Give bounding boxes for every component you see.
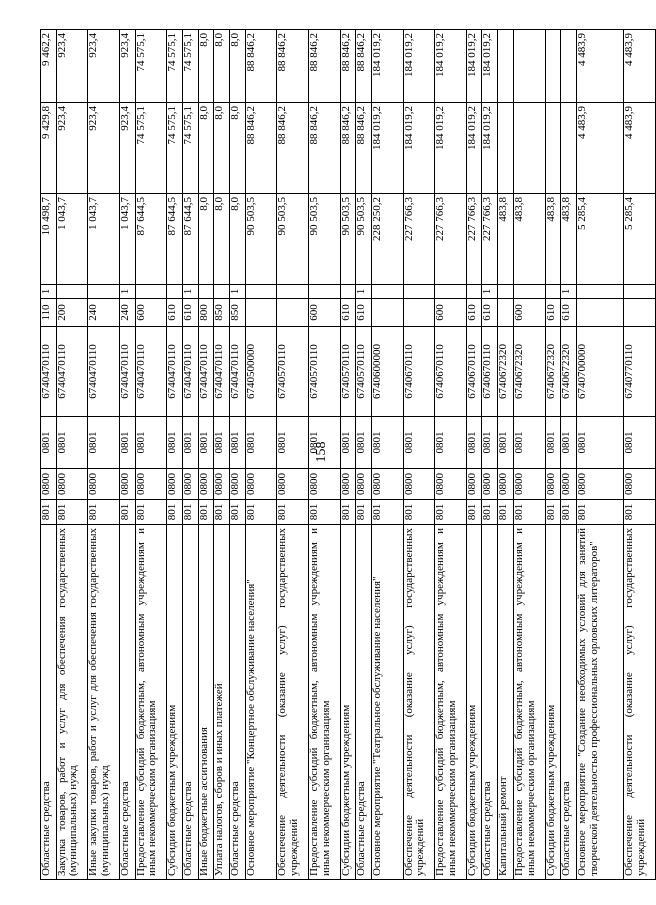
row-value-2: 184 019,2	[466, 103, 482, 194]
row-podrazdel: 0801	[214, 417, 230, 469]
table-row	[577, 30, 624, 880]
row-value-2	[513, 103, 545, 194]
row-value-1: 483,8	[561, 194, 577, 285]
table-row	[545, 30, 561, 880]
row-value-3: 184 019,2	[372, 30, 404, 103]
row-value-2	[498, 103, 514, 194]
table-row	[277, 30, 309, 880]
row-funding-flag	[88, 285, 120, 299]
row-expense-type: 800	[198, 299, 214, 327]
budget-table-wrapper	[40, 30, 656, 880]
row-expense-type	[624, 299, 656, 327]
row-podrazdel: 0801	[356, 417, 372, 469]
row-razdel: 0800	[498, 469, 514, 500]
row-expense-type: 600	[513, 299, 545, 327]
row-value-3: 8,0	[198, 30, 214, 103]
row-funding-flag	[245, 285, 277, 299]
row-value-3: 74 575,1	[182, 30, 198, 103]
row-razdel: 0800	[277, 469, 309, 500]
row-target-article: 6740470110	[230, 327, 246, 417]
row-name: Иные бюджетные ассигнования	[198, 525, 214, 880]
row-value-1: 90 503,5	[309, 194, 341, 285]
row-value-1: 90 503,5	[340, 194, 356, 285]
row-grbs: 801	[119, 500, 135, 525]
table-row	[214, 30, 230, 880]
row-grbs: 801	[561, 500, 577, 525]
row-podrazdel: 0801	[513, 417, 545, 469]
row-grbs: 801	[135, 500, 167, 525]
row-value-3: 9 462,2	[41, 30, 57, 103]
budget-table	[40, 29, 656, 880]
row-funding-flag	[372, 285, 404, 299]
row-expense-type: 850	[230, 299, 246, 327]
row-razdel: 0800	[119, 469, 135, 500]
row-name: Предоставление субсидий бюджетным, автономным учреждениям и иным некоммерческим организациям	[135, 525, 167, 880]
row-podrazdel: 0801	[624, 417, 656, 469]
row-grbs: 801	[372, 500, 404, 525]
row-value-3: 88 846,2	[340, 30, 356, 103]
row-value-2: 4 483,9	[577, 103, 624, 194]
row-expense-type	[498, 299, 514, 327]
row-grbs: 801	[245, 500, 277, 525]
row-grbs: 801	[167, 500, 183, 525]
row-target-article: 6740570110	[340, 327, 356, 417]
table-row	[198, 30, 214, 880]
row-funding-flag	[309, 285, 341, 299]
row-value-2: 8,0	[214, 103, 230, 194]
table-row	[356, 30, 372, 880]
row-target-article: 6740672320	[513, 327, 545, 417]
row-value-2: 8,0	[198, 103, 214, 194]
row-expense-type: 610	[182, 299, 198, 327]
row-target-article: 6740470110	[41, 327, 57, 417]
row-razdel: 0800	[435, 469, 467, 500]
row-value-2: 4 483,9	[624, 103, 656, 194]
row-grbs: 801	[41, 500, 57, 525]
row-funding-flag	[577, 285, 624, 299]
table-row	[230, 30, 246, 880]
row-expense-type: 610	[340, 299, 356, 327]
page-number: 158	[314, 441, 329, 463]
row-razdel: 0800	[135, 469, 167, 500]
table-row	[245, 30, 277, 880]
row-name: Основное мероприятие "Концертное обслуживание населения"	[245, 525, 277, 880]
row-value-2: 88 846,2	[356, 103, 372, 194]
row-razdel: 0800	[545, 469, 561, 500]
row-grbs: 801	[435, 500, 467, 525]
row-value-3: 88 846,2	[277, 30, 309, 103]
row-value-2: 184 019,2	[372, 103, 404, 194]
row-funding-flag	[403, 285, 435, 299]
row-target-article: 6740570110	[277, 327, 309, 417]
table-row	[372, 30, 404, 880]
row-expense-type	[277, 299, 309, 327]
row-grbs: 801	[403, 500, 435, 525]
row-value-2: 923,4	[88, 103, 120, 194]
row-value-3: 88 846,2	[356, 30, 372, 103]
row-razdel: 0800	[340, 469, 356, 500]
table-row	[561, 30, 577, 880]
row-name: Основное мероприятие "Театральное обслуживание населения"	[372, 525, 404, 880]
row-value-2: 9 429,8	[41, 103, 57, 194]
row-value-3	[545, 30, 561, 103]
row-expense-type: 110	[41, 299, 57, 327]
row-value-2: 74 575,1	[167, 103, 183, 194]
table-row	[119, 30, 135, 880]
row-podrazdel: 0801	[245, 417, 277, 469]
table-row	[498, 30, 514, 880]
row-expense-type: 610	[482, 299, 498, 327]
row-razdel: 0800	[482, 469, 498, 500]
row-value-2: 88 846,2	[309, 103, 341, 194]
row-podrazdel: 0801	[167, 417, 183, 469]
row-razdel: 0800	[41, 469, 57, 500]
row-target-article: 6740672320	[561, 327, 577, 417]
row-name: Областные средства	[482, 525, 498, 880]
row-value-2: 923,4	[56, 103, 88, 194]
row-expense-type: 600	[435, 299, 467, 327]
row-podrazdel: 0801	[182, 417, 198, 469]
row-funding-flag	[167, 285, 183, 299]
row-expense-type	[403, 299, 435, 327]
row-value-1: 227 766,3	[435, 194, 467, 285]
row-expense-type	[577, 299, 624, 327]
row-value-3: 88 846,2	[309, 30, 341, 103]
row-value-2	[561, 103, 577, 194]
row-value-3: 923,4	[88, 30, 120, 103]
row-target-article: 6740500000	[245, 327, 277, 417]
row-target-article: 6740570110	[309, 327, 341, 417]
row-name: Субсидии бюджетным учреждениям	[466, 525, 482, 880]
table-row	[56, 30, 88, 880]
row-podrazdel: 0801	[119, 417, 135, 469]
row-target-article: 6740770110	[624, 327, 656, 417]
row-value-1: 1 043,7	[56, 194, 88, 285]
row-funding-flag: 1	[561, 285, 577, 299]
row-value-3	[498, 30, 514, 103]
row-podrazdel: 0801	[309, 417, 341, 469]
row-name: Областные средства	[41, 525, 57, 880]
row-value-1: 227 766,3	[403, 194, 435, 285]
row-razdel: 0800	[513, 469, 545, 500]
row-value-1: 227 766,3	[482, 194, 498, 285]
row-target-article: 6740470110	[167, 327, 183, 417]
row-razdel: 0800	[372, 469, 404, 500]
row-value-1: 227 766,3	[466, 194, 482, 285]
table-row	[88, 30, 120, 880]
table-row	[167, 30, 183, 880]
row-target-article: 6740672320	[545, 327, 561, 417]
row-funding-flag: 1	[482, 285, 498, 299]
row-value-2: 184 019,2	[435, 103, 467, 194]
row-grbs: 801	[309, 500, 341, 525]
row-value-3: 74 575,1	[167, 30, 183, 103]
row-funding-flag: 1	[230, 285, 246, 299]
row-grbs: 801	[56, 500, 88, 525]
row-name: Закупка товаров, работ и услуг для обеспечения государственных (муниципальных) нужд	[56, 525, 88, 880]
table-row	[41, 30, 57, 880]
row-podrazdel: 0801	[135, 417, 167, 469]
row-expense-type: 610	[356, 299, 372, 327]
table-row	[466, 30, 482, 880]
row-funding-flag	[498, 285, 514, 299]
row-value-1: 1 043,7	[88, 194, 120, 285]
row-target-article: 6740470110	[214, 327, 230, 417]
row-target-article: 6740670110	[403, 327, 435, 417]
table-row	[182, 30, 198, 880]
row-name: Предоставление субсидий бюджетным, автономным учреждениям и иным некоммерческим организациям	[513, 525, 545, 880]
row-expense-type: 600	[309, 299, 341, 327]
row-value-3: 923,4	[56, 30, 88, 103]
row-target-article: 6740470110	[135, 327, 167, 417]
row-expense-type: 240	[88, 299, 120, 327]
row-value-1: 5 285,4	[624, 194, 656, 285]
budget-table-body	[41, 30, 656, 880]
row-podrazdel: 0801	[88, 417, 120, 469]
row-value-1: 1 043,7	[119, 194, 135, 285]
row-razdel: 0800	[403, 469, 435, 500]
row-funding-flag	[198, 285, 214, 299]
row-value-3: 923,4	[119, 30, 135, 103]
row-name: Областные средства	[561, 525, 577, 880]
row-name: Субсидии бюджетным учреждениям	[545, 525, 561, 880]
row-value-3: 184 019,2	[482, 30, 498, 103]
row-value-1: 5 285,4	[577, 194, 624, 285]
row-value-3: 184 019,2	[466, 30, 482, 103]
row-value-3: 184 019,2	[403, 30, 435, 103]
row-razdel: 0800	[88, 469, 120, 500]
row-podrazdel: 0801	[403, 417, 435, 469]
row-funding-flag	[545, 285, 561, 299]
row-podrazdel: 0801	[198, 417, 214, 469]
row-value-3: 4 483,9	[577, 30, 624, 103]
row-name: Обеспечение деятельности (оказание услуг) государственных учреждений	[624, 525, 656, 880]
row-name: Иные закупки товаров, работ и услуг для обеспечения государственных (муниципальных) нужд	[88, 525, 120, 880]
row-value-3: 74 575,1	[135, 30, 167, 103]
row-name: Предоставление субсидий бюджетным, автономным учреждениям и иным некоммерческим организациям	[435, 525, 467, 880]
row-grbs: 801	[482, 500, 498, 525]
row-podrazdel: 0801	[41, 417, 57, 469]
row-value-3: 88 846,2	[245, 30, 277, 103]
row-value-1: 483,8	[545, 194, 561, 285]
row-target-article: 6740672320	[498, 327, 514, 417]
row-grbs: 801	[466, 500, 482, 525]
row-grbs: 801	[198, 500, 214, 525]
row-podrazdel: 0801	[435, 417, 467, 469]
row-razdel: 0800	[309, 469, 341, 500]
table-row	[513, 30, 545, 880]
row-value-1: 90 503,5	[356, 194, 372, 285]
row-target-article: 6740670110	[466, 327, 482, 417]
row-value-2: 184 019,2	[482, 103, 498, 194]
row-name: Областные средства	[182, 525, 198, 880]
row-value-1: 8,0	[214, 194, 230, 285]
row-grbs: 801	[498, 500, 514, 525]
row-value-3: 184 019,2	[435, 30, 467, 103]
row-name: Основное мероприятие "Создание необходимых условий для занятий творческой деятельностью профессиональных орловских литераторов"	[577, 525, 624, 880]
row-razdel: 0800	[167, 469, 183, 500]
row-name: Капитальный ремонт	[498, 525, 514, 880]
row-funding-flag	[56, 285, 88, 299]
row-grbs: 801	[214, 500, 230, 525]
row-funding-flag	[513, 285, 545, 299]
row-podrazdel: 0801	[372, 417, 404, 469]
row-name: Субсидии бюджетным учреждениям	[340, 525, 356, 880]
row-expense-type: 610	[167, 299, 183, 327]
row-target-article: 6740570110	[356, 327, 372, 417]
row-value-1: 8,0	[198, 194, 214, 285]
row-value-2: 88 846,2	[245, 103, 277, 194]
row-value-2: 8,0	[230, 103, 246, 194]
row-value-2: 74 575,1	[182, 103, 198, 194]
row-podrazdel: 0801	[498, 417, 514, 469]
row-razdel: 0800	[214, 469, 230, 500]
table-row	[403, 30, 435, 880]
row-name: Обеспечение деятельности (оказание услуг) государственных учреждений	[277, 525, 309, 880]
row-expense-type: 600	[135, 299, 167, 327]
row-grbs: 801	[230, 500, 246, 525]
row-target-article: 6740670110	[435, 327, 467, 417]
row-value-1: 90 503,5	[277, 194, 309, 285]
row-target-article: 6740470110	[119, 327, 135, 417]
row-funding-flag	[624, 285, 656, 299]
row-grbs: 801	[88, 500, 120, 525]
row-target-article: 6740600000	[372, 327, 404, 417]
row-value-3: 8,0	[214, 30, 230, 103]
table-row	[435, 30, 467, 880]
row-podrazdel: 0801	[577, 417, 624, 469]
row-funding-flag: 1	[356, 285, 372, 299]
row-funding-flag	[277, 285, 309, 299]
row-value-3	[561, 30, 577, 103]
row-value-1: 87 644,5	[167, 194, 183, 285]
row-funding-flag: 1	[119, 285, 135, 299]
row-value-1: 90 503,5	[245, 194, 277, 285]
row-grbs: 801	[340, 500, 356, 525]
row-value-2: 88 846,2	[277, 103, 309, 194]
row-value-1: 8,0	[230, 194, 246, 285]
row-grbs: 801	[356, 500, 372, 525]
row-grbs: 801	[513, 500, 545, 525]
row-value-2	[545, 103, 561, 194]
row-razdel: 0800	[182, 469, 198, 500]
row-razdel: 0800	[577, 469, 624, 500]
row-name: Уплата налогов, сборов и иных платежей	[214, 525, 230, 880]
row-value-3	[513, 30, 545, 103]
row-razdel: 0800	[624, 469, 656, 500]
row-value-2: 88 846,2	[340, 103, 356, 194]
table-row	[482, 30, 498, 880]
row-expense-type: 610	[466, 299, 482, 327]
row-value-1: 483,8	[498, 194, 514, 285]
row-funding-flag	[435, 285, 467, 299]
row-value-2: 74 575,1	[135, 103, 167, 194]
row-podrazdel: 0801	[561, 417, 577, 469]
row-target-article: 6740470110	[56, 327, 88, 417]
row-razdel: 0800	[230, 469, 246, 500]
row-value-2: 184 019,2	[403, 103, 435, 194]
row-expense-type: 610	[545, 299, 561, 327]
row-grbs: 801	[545, 500, 561, 525]
row-target-article: 6740470110	[88, 327, 120, 417]
row-value-1: 10 498,7	[41, 194, 57, 285]
row-value-3: 4 483,9	[624, 30, 656, 103]
row-value-3: 8,0	[230, 30, 246, 103]
row-funding-flag: 1	[41, 285, 57, 299]
table-row	[340, 30, 356, 880]
row-expense-type: 240	[119, 299, 135, 327]
row-podrazdel: 0801	[340, 417, 356, 469]
table-row	[624, 30, 656, 880]
row-podrazdel: 0801	[277, 417, 309, 469]
row-podrazdel: 0801	[230, 417, 246, 469]
row-podrazdel: 0801	[56, 417, 88, 469]
row-expense-type	[372, 299, 404, 327]
row-funding-flag	[135, 285, 167, 299]
row-razdel: 0800	[245, 469, 277, 500]
row-name: Субсидии бюджетным учреждениям	[167, 525, 183, 880]
row-target-article: 6740470110	[198, 327, 214, 417]
row-funding-flag	[340, 285, 356, 299]
row-value-1: 87 644,5	[182, 194, 198, 285]
row-value-1: 483,8	[513, 194, 545, 285]
row-grbs: 801	[182, 500, 198, 525]
row-grbs: 801	[624, 500, 656, 525]
row-name: Областные средства	[119, 525, 135, 880]
row-expense-type	[245, 299, 277, 327]
row-name: Областные средства	[356, 525, 372, 880]
row-name: Областные средства	[230, 525, 246, 880]
row-name: Предоставление субсидий бюджетным, автономным учреждениям и иным некоммерческим организациям	[309, 525, 341, 880]
row-razdel: 0800	[356, 469, 372, 500]
row-podrazdel: 0801	[466, 417, 482, 469]
row-target-article: 6740700000	[577, 327, 624, 417]
row-expense-type: 610	[561, 299, 577, 327]
row-expense-type: 850	[214, 299, 230, 327]
row-razdel: 0800	[56, 469, 88, 500]
row-razdel: 0800	[561, 469, 577, 500]
row-funding-flag	[214, 285, 230, 299]
row-target-article: 6740670110	[482, 327, 498, 417]
table-row	[309, 30, 341, 880]
row-razdel: 0800	[198, 469, 214, 500]
row-name: Обеспечение деятельности (оказание услуг) государственных учреждений	[403, 525, 435, 880]
row-funding-flag: 1	[182, 285, 198, 299]
row-podrazdel: 0801	[545, 417, 561, 469]
row-grbs: 801	[577, 500, 624, 525]
row-value-1: 228 250,2	[372, 194, 404, 285]
row-podrazdel: 0801	[482, 417, 498, 469]
row-value-1: 87 644,5	[135, 194, 167, 285]
table-row	[135, 30, 167, 880]
row-value-2: 923,4	[119, 103, 135, 194]
row-target-article: 6740470110	[182, 327, 198, 417]
row-expense-type: 200	[56, 299, 88, 327]
row-razdel: 0800	[466, 469, 482, 500]
row-grbs: 801	[277, 500, 309, 525]
row-funding-flag	[466, 285, 482, 299]
